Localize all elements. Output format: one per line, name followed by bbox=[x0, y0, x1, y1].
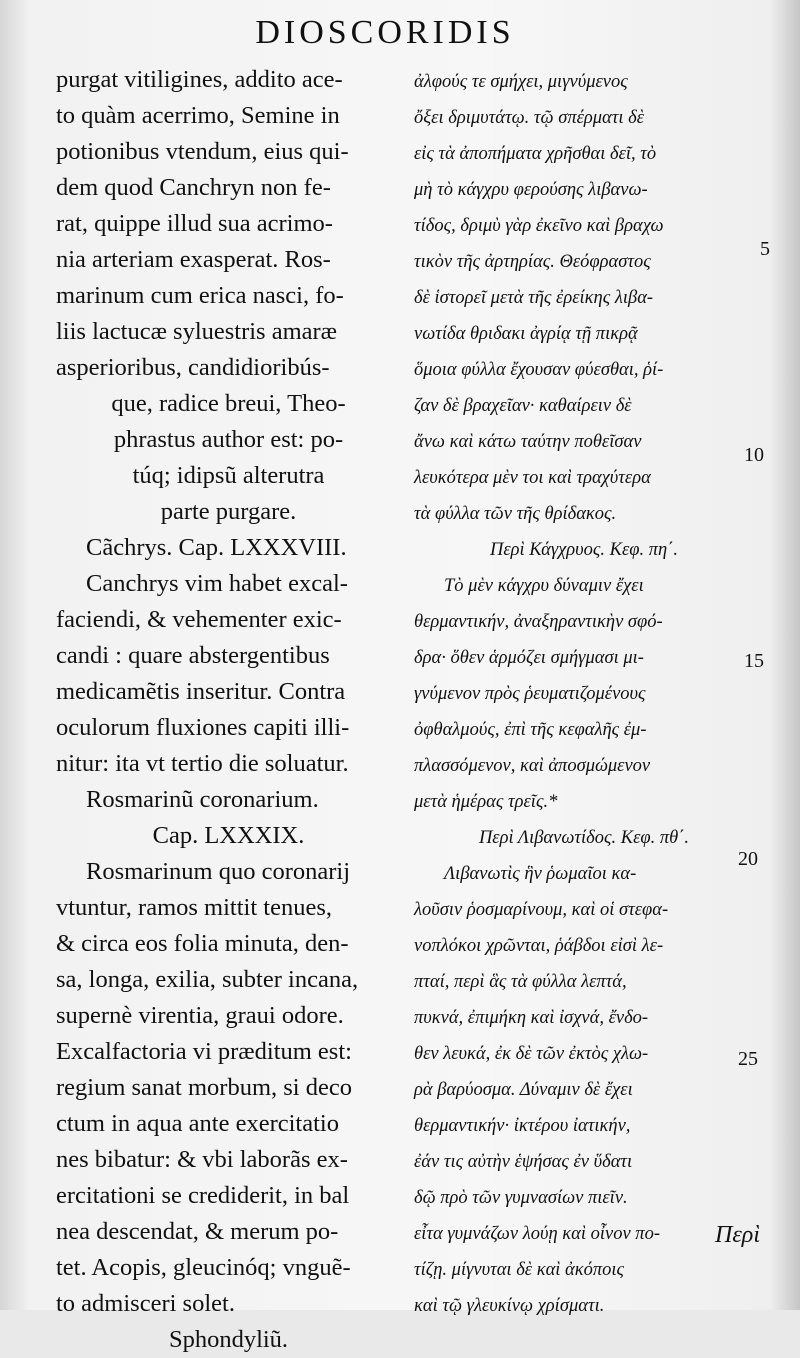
greek-line: νοπλόκοι χρῶνται, ῥάβδοι εἰσὶ λε- bbox=[414, 936, 664, 956]
line-number: 20 bbox=[738, 848, 758, 870]
greek-line: καὶ τῷ γλευκίνῳ χρίσματι. bbox=[414, 1296, 605, 1316]
latin-line: parte purgare. bbox=[160, 498, 297, 525]
line-number: 10 bbox=[744, 444, 764, 466]
greek-line: δρα· ὅθεν ἁρμόζει σμήγμασι μι- bbox=[414, 648, 644, 668]
greek-line: τὰ φύλλα τῶν τῆς θρίδακος. bbox=[414, 504, 617, 524]
greek-column bbox=[414, 64, 754, 1324]
greek-line: θεν λευκά, ἐκ δὲ τῶν ἐκτὸς χλω- bbox=[414, 1044, 649, 1064]
chapter-heading-rosmarinum: Rosmarinũ coronarium. bbox=[86, 786, 319, 813]
greek-line: τικὸν τῆς ἀρτηρίας. Θεόφραστος bbox=[414, 252, 651, 272]
greek-line: εἰς τὰ ἀποπήματα χρῆσθαι δεῖ, τὸ bbox=[414, 144, 657, 164]
latin-line: liis lactucæ syluestris amaræ bbox=[56, 318, 338, 345]
latin-line: ctum in aqua ante exercitatio bbox=[56, 1110, 339, 1137]
latin-line: nes bibatur: & vbi laborãs ex- bbox=[56, 1146, 348, 1173]
greek-line: τίζῃ. μίγνυται δὲ καὶ ἀκόποις bbox=[414, 1260, 625, 1280]
chapter-number: Cap. LXXXIX. bbox=[152, 822, 305, 849]
greek-line: πυκνά, ἐπιμήκη καὶ ἰσχνά, ἔνδο- bbox=[414, 1008, 649, 1028]
latin-line: nia arteriam exasperat. Ros- bbox=[56, 246, 331, 273]
latin-line: oculorum fluxiones capiti illi- bbox=[56, 714, 350, 741]
greek-line: γνύμενον πρὸς ῥευματιζομένους bbox=[414, 684, 646, 704]
latin-line: dem quod Canchryn non fe- bbox=[56, 174, 331, 201]
latin-line: potionibus vtendum, eius qui- bbox=[56, 138, 349, 165]
latin-line: to admisceri solet. bbox=[56, 1290, 235, 1317]
latin-line: candi : quare abstergentibus bbox=[56, 642, 330, 669]
greek-line: τίδος, δριμὺ γὰρ ἐκεῖνο καὶ βραχω bbox=[414, 216, 664, 236]
latin-line: supernè virentia, graui odore. bbox=[56, 1002, 344, 1029]
latin-column bbox=[56, 62, 401, 1358]
greek-line: ρὰ βαρύοσμα. Δύναμιν δὲ ἔχει bbox=[414, 1080, 633, 1100]
latin-line: nea descendat, & merum po- bbox=[56, 1218, 339, 1245]
greek-line: θερμαντικήν, ἀναξηραντικὴν σφό- bbox=[414, 612, 663, 632]
latin-catchword-heading: Sphondyliũ. bbox=[168, 1326, 289, 1353]
running-head: DIOSCORIDIS bbox=[255, 14, 515, 51]
latin-line: phrastus author est: po- bbox=[113, 426, 344, 453]
latin-line: regium sanat morbum, si deco bbox=[56, 1074, 352, 1101]
latin-line: tet. Acopis, gleucinóq; vnguẽ- bbox=[56, 1254, 351, 1281]
latin-line: vtuntur, ramos mittit tenues, bbox=[56, 894, 332, 921]
greek-line: ὅμοια φύλλα ἔχουσαν φύεσθαι, ῥί- bbox=[414, 360, 664, 380]
greek-line: Τὸ μὲν κάγχρυ δύναμιν ἔχει bbox=[444, 576, 644, 596]
greek-line: λευκότερα μὲν τοι καὶ τραχύτερα bbox=[414, 468, 651, 488]
latin-line: & circa eos folia minuta, den- bbox=[56, 930, 349, 957]
catchword: Περὶ bbox=[715, 1222, 760, 1248]
greek-line: ὀφθαλμούς, ἐπὶ τῆς κεφαλῆς ἐμ- bbox=[414, 720, 647, 740]
greek-line: μετὰ ἡμέρας τρεῖς.* bbox=[414, 792, 558, 812]
greek-chapter-heading-libanotis: Περὶ Λιβανωτίδος. Κεφ. πθ΄. bbox=[478, 828, 690, 848]
latin-line: marinum cum erica nasci, fo- bbox=[56, 282, 344, 309]
line-number: 15 bbox=[744, 650, 764, 672]
greek-line: νωτίδα θριδακι ἀγρίᾳ τῇ πικρᾷ bbox=[414, 324, 638, 344]
greek-line: ζαν δὲ βραχεῖαν· καθαίρειν δὲ bbox=[414, 396, 632, 416]
line-number: 25 bbox=[738, 1048, 758, 1070]
latin-line: ercitationi se crediderit, in bal bbox=[56, 1182, 350, 1209]
latin-line: medicamẽtis inseritur. Contra bbox=[56, 678, 346, 705]
chapter-heading-canchrys: Cãchrys. Cap. LXXXVIII. bbox=[86, 534, 347, 561]
latin-line: Rosmarinum quo coronarij bbox=[86, 858, 351, 885]
greek-chapter-heading-kanchry: Περὶ Κάγχρυος. Κεφ. πη΄. bbox=[490, 540, 678, 560]
latin-line: purgat vitiligines, addito ace- bbox=[56, 66, 343, 93]
latin-line: túq; idipsũ alterutra bbox=[132, 462, 325, 489]
latin-line: Canchrys vim habet excal- bbox=[86, 570, 348, 597]
greek-line: Λιβανωτὶς ἣν ῥωμαῖοι κα- bbox=[444, 864, 637, 884]
greek-line: λοῦσιν ῥοσμαρίνουμ, καὶ οἱ στεφα- bbox=[414, 900, 669, 920]
greek-line: μὴ τὸ κάγχρυ φερούσης λιβανω- bbox=[414, 180, 648, 200]
greek-line: πταί, περὶ ἃς τὰ φύλλα λεπτά, bbox=[414, 972, 627, 992]
latin-line: to quàm acerrimo, Semine in bbox=[56, 102, 340, 129]
greek-line: ἀλφούς τε σμήχει, μιγνύμενος bbox=[414, 72, 628, 92]
line-number: 5 bbox=[760, 238, 770, 260]
greek-line: δὲ ἱστορεῖ μετὰ τῆς ἐρείκης λιβα- bbox=[414, 288, 654, 308]
greek-line: εἶτα γυμνάζων λούῃ καὶ οἶνον πο- bbox=[414, 1224, 660, 1244]
greek-line: ὄξει δριμυτάτῳ. τῷ σπέρματι δὲ bbox=[414, 108, 645, 128]
greek-line: ἄνω καὶ κάτω ταύτην ποθεῖσαν bbox=[414, 432, 642, 452]
latin-line: sa, longa, exilia, subter incana, bbox=[56, 966, 359, 993]
latin-line: Excalfactoria vi præditum est: bbox=[56, 1038, 352, 1065]
latin-line: faciendi, & vehementer exic- bbox=[56, 606, 342, 633]
latin-line: que, radice breui, Theo- bbox=[111, 390, 346, 417]
greek-line: πλασσόμενον, καὶ ἀποσμώμενον bbox=[414, 756, 651, 776]
greek-line: δῷ πρὸ τῶν γυμνασίων πιεῖν. bbox=[414, 1188, 628, 1208]
latin-line: asperioribus, candidioribús- bbox=[56, 354, 330, 381]
latin-line: nitur: ita vt tertio die soluatur. bbox=[56, 750, 349, 777]
greek-line: ἐάν τις αὐτὴν ἑψήσας ἐν ὕδατι bbox=[414, 1152, 633, 1172]
latin-line: rat, quippe illud sua acrimo- bbox=[56, 210, 333, 237]
greek-line: θερμαντικήν· ἰκτέρου ἰατικήν, bbox=[414, 1116, 631, 1136]
page-gutter-shadow bbox=[770, 0, 800, 1310]
